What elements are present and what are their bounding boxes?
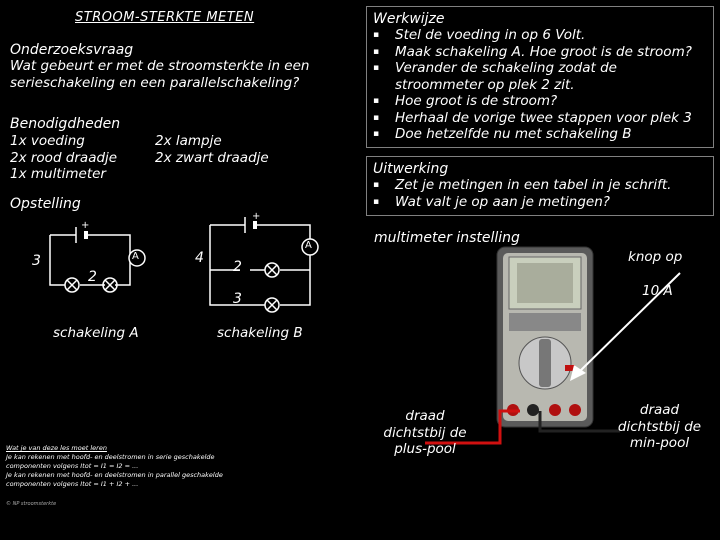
list-item: ▪ Verander de schakeling zodat de stroommeter op plek 2 zit. bbox=[373, 60, 707, 93]
method-steps bbox=[373, 27, 707, 143]
materials-heading: Benodigdheden bbox=[10, 116, 121, 132]
materials bbox=[10, 116, 350, 182]
knob-label: knop op bbox=[628, 249, 683, 265]
goals-heading: Wat je van deze les moet leren bbox=[6, 444, 107, 452]
pointer-arrow bbox=[560, 255, 720, 385]
research-question bbox=[10, 42, 355, 91]
position-label: 3 bbox=[233, 291, 242, 307]
learning-goals bbox=[6, 444, 306, 489]
ammeter-label: A bbox=[305, 240, 312, 251]
setup-heading: Opstelling bbox=[10, 196, 81, 212]
ammeter-label: A bbox=[132, 251, 139, 262]
list-item: ▪ Maak schakeling A. Hoe groot is de stroom? bbox=[373, 44, 707, 61]
material-item: 2x lampje bbox=[155, 133, 222, 149]
position-label: 4 bbox=[195, 250, 204, 266]
goal-line: componenten volgens Itot = I1 + I2 + ... bbox=[6, 480, 139, 488]
footer-credit: © NP stroomsterkte bbox=[6, 501, 57, 507]
question-line-1: Wat gebeurt er met de stroomsterkte in een bbox=[10, 58, 310, 74]
position-label: 3 bbox=[32, 253, 41, 269]
circuit-a-label: schakeling A bbox=[53, 325, 139, 341]
black-wire-label: draad dichtstbij de min-pool bbox=[617, 402, 702, 451]
material-item: 1x voeding bbox=[10, 133, 85, 149]
method-box bbox=[366, 6, 714, 148]
position-label: 2 bbox=[88, 269, 97, 285]
list-item: ▪ Stel de voeding in op 6 Volt. bbox=[373, 27, 707, 44]
method-heading: Werkwijze bbox=[373, 11, 445, 27]
material-item: 2x zwart draadje bbox=[155, 149, 269, 166]
position-label: 2 bbox=[233, 259, 242, 275]
material-item: 2x rood draadje bbox=[10, 149, 118, 166]
list-item: ▪ Hoe groot is de stroom? bbox=[373, 93, 707, 110]
red-wire-label: draad dichtstbij de plus-pool bbox=[383, 408, 467, 457]
page-title: STROOM-STERKTE METEN bbox=[75, 10, 255, 25]
result-heading: Uitwerking bbox=[373, 161, 449, 177]
list-item: ▪ Wat valt je op aan je metingen? bbox=[373, 194, 707, 211]
list-item: ▪ Doe hetzelfde nu met schakeling B bbox=[373, 126, 707, 143]
question-line-2: serieschakeling en een parallelschakeling? bbox=[10, 74, 300, 91]
result-items bbox=[373, 177, 707, 210]
goal-line: Je kan rekenen met hoofd- en deelstromen in parallel geschakelde bbox=[6, 471, 223, 479]
multimeter-heading: multimeter instelling bbox=[374, 230, 520, 246]
list-item: ▪ Herhaal de vorige twee stappen voor plek 3 bbox=[373, 110, 707, 127]
list-item: ▪ Zet je metingen in een tabel in je schrift. bbox=[373, 177, 707, 194]
plus-sign: + bbox=[81, 220, 90, 231]
plus-sign: + bbox=[252, 211, 261, 222]
circuit-b-label: schakeling B bbox=[217, 325, 303, 341]
result-box bbox=[366, 156, 714, 216]
materials-right bbox=[155, 133, 305, 166]
materials-left bbox=[10, 133, 150, 183]
goal-line: Je kan rekenen met hoofd- en deelstromen in serie geschakelde bbox=[6, 453, 215, 461]
goal-line: componenten volgens Itot = I1 = I2 = ... bbox=[6, 462, 139, 470]
material-item: 1x multimeter bbox=[10, 166, 106, 182]
question-heading: Onderzoeksvraag bbox=[10, 42, 134, 58]
range-label: 10 A bbox=[642, 283, 673, 299]
